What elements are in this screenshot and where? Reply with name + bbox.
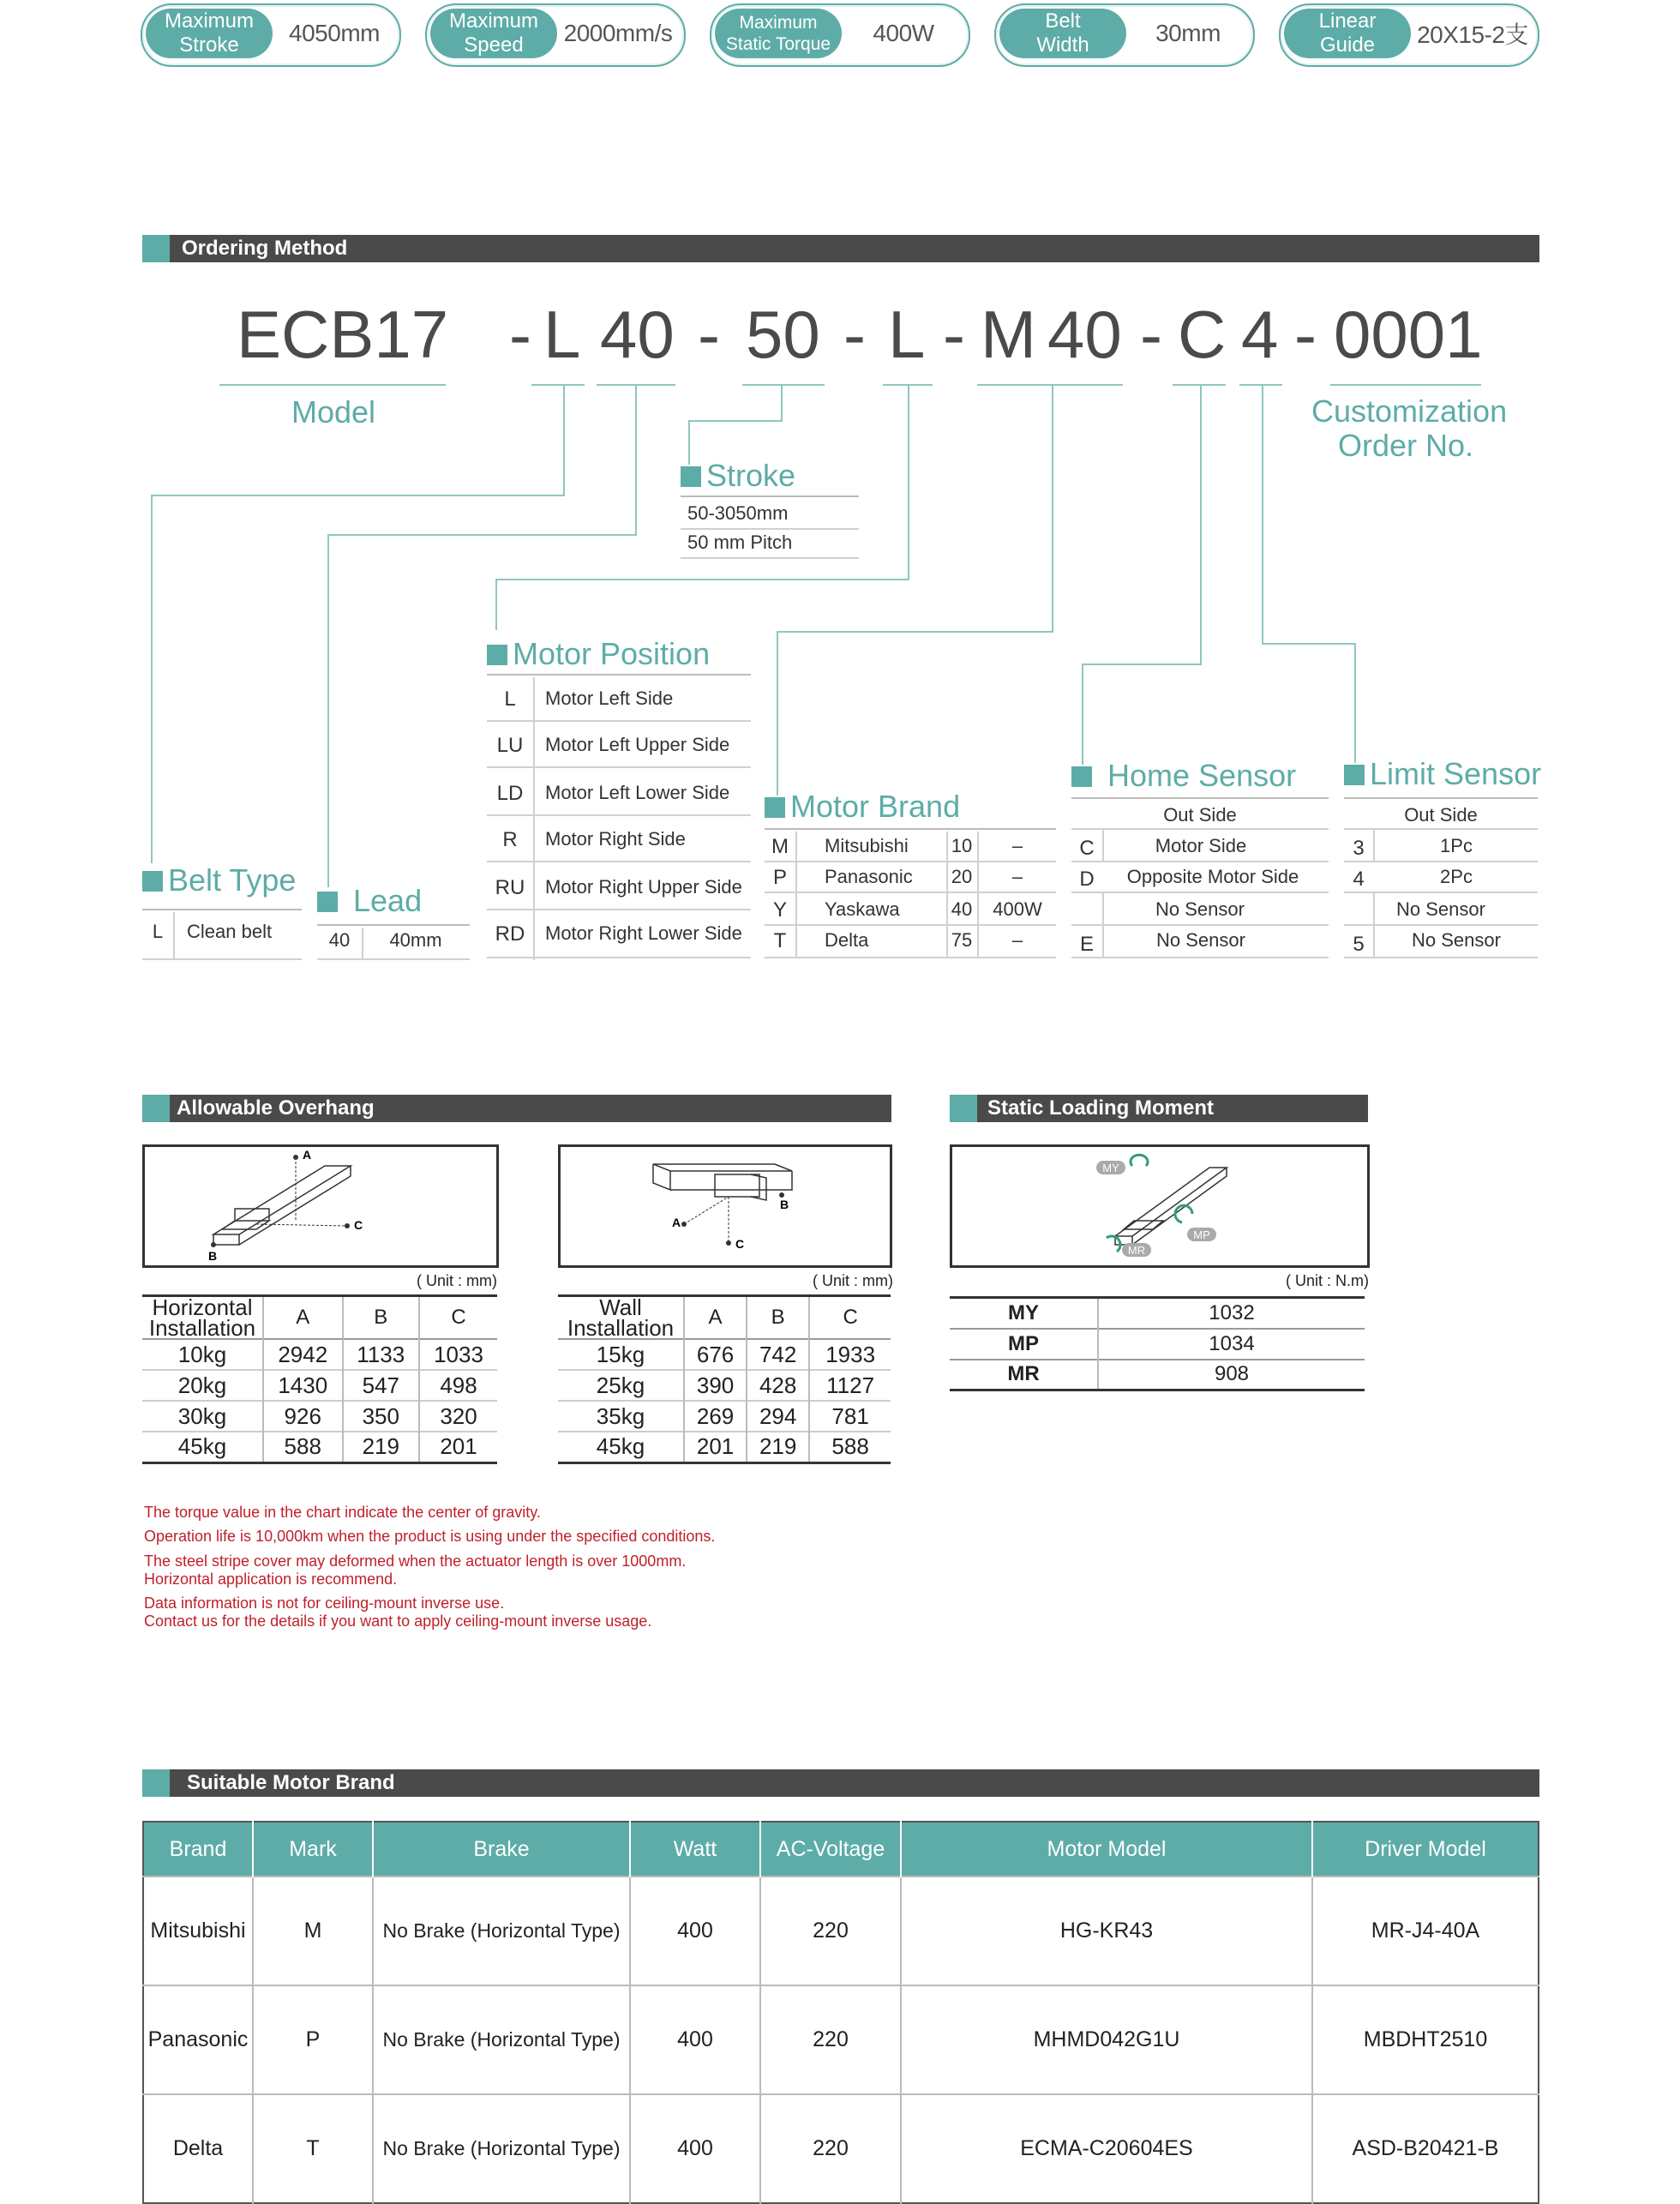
table-row: MR 908 [950, 1360, 1365, 1390]
motor-position-code: RD [495, 922, 525, 946]
overhang-unit-right: ( Unit : mm) [813, 1272, 893, 1289]
table-header: Horizontal Installation [142, 1296, 263, 1340]
spec-label: Maximum Speed [430, 9, 557, 58]
home-sensor-desc: No Sensor [1156, 929, 1245, 951]
actuator-wall-drawing [561, 1147, 890, 1265]
limit-sensor-title: Limit Sensor [1344, 756, 1541, 792]
motor-brand-table [142, 1821, 1539, 2204]
actuator-moment-drawing [952, 1147, 1367, 1265]
motor-brand-watt: – [1011, 866, 1023, 887]
motor-position-code: LD [496, 782, 524, 805]
motor-position-desc: Motor Left Side [545, 688, 674, 709]
label-c: C [735, 1237, 745, 1251]
section-title: Suitable Motor Brand [187, 1771, 395, 1794]
spec-label: Maximum Static Torque [715, 9, 842, 58]
motor-brand-watt: – [1011, 835, 1023, 856]
static-moment-unit: ( Unit : N.m) [1286, 1272, 1369, 1289]
limit-sensor-code: 5 [1353, 933, 1365, 956]
label-a: A [672, 1216, 681, 1229]
column-header: Mark [253, 1822, 373, 1877]
table-header: A [263, 1296, 343, 1340]
table-row: 45kg 201 219 588 [558, 1432, 891, 1462]
table-header: B [747, 1296, 809, 1340]
motor-brand-code: Y [772, 898, 787, 922]
motor-position-desc: Motor Left Lower Side [545, 782, 730, 803]
table-row: MP 1034 [950, 1329, 1365, 1360]
stroke-range: 50-3050mm [687, 502, 789, 524]
limit-sensor-desc: 2Pc [1440, 866, 1473, 887]
note-2: Operation life is 10,000km when the product is using under the specified conditions. [144, 1528, 716, 1545]
code-dash: - [509, 297, 531, 372]
spec-linear-guide [1279, 3, 1539, 67]
spec-value: 4050mm [289, 20, 380, 46]
static-moment-table [950, 1296, 1365, 1391]
note-5: Data information is not for ceiling-mount inverse use. [144, 1594, 505, 1612]
code-stroke: 50 [746, 297, 820, 372]
model-label: Model [291, 394, 376, 429]
motor-brand-code: P [772, 866, 787, 889]
limit-sensor-code: 3 [1353, 837, 1365, 860]
spec-value: 30mm [1155, 20, 1221, 46]
spec-static-torque [710, 3, 970, 67]
motor-brand-name: Delta [825, 929, 869, 951]
rotation-arrow-icon [1107, 1236, 1120, 1252]
spec-value: 2000mm/s [563, 20, 673, 46]
spec-label: Belt Width [999, 9, 1126, 58]
column-header: Watt [630, 1822, 760, 1877]
motor-brand-watt: 400W [993, 898, 1042, 920]
note-3: The steel stripe cover may deformed when the actuator length is over 1000mm. [144, 1552, 687, 1570]
label-b: B [208, 1249, 218, 1263]
label-c: C [354, 1218, 363, 1232]
table-row: 10kg 2942 1133 1033 [142, 1339, 497, 1370]
home-sensor-code: C [1079, 837, 1095, 860]
ordering-method-header [142, 235, 1539, 262]
label-mp: MP [1193, 1228, 1210, 1241]
wall-overhang-diagram [558, 1144, 892, 1268]
motor-brand-num: 40 [951, 898, 973, 920]
code-home-sensor: C [1178, 297, 1227, 372]
rotation-arrow-icon [1131, 1155, 1148, 1166]
table-row: 15kg 676 742 1933 [558, 1339, 891, 1370]
table-header: B [343, 1296, 420, 1340]
column-header: Motor Model [901, 1822, 1312, 1877]
actuator-horizontal-drawing [145, 1147, 496, 1265]
table-header: C [451, 1306, 466, 1329]
spec-max-stroke [141, 3, 401, 67]
motor-brand-num: 75 [951, 929, 973, 951]
spec-value: 20X15-2支 [1417, 21, 1528, 48]
motor-brand-code: M [771, 835, 789, 858]
label-b: B [780, 1198, 789, 1211]
allowable-overhang-header [142, 1095, 891, 1122]
motor-position-title: Motor Position [487, 636, 710, 672]
custom-order-label: Customization Order No. [1311, 393, 1508, 463]
table-row: 45kg 588 219 201 [142, 1432, 497, 1462]
table-row: 35kg 269 294 781 [558, 1401, 891, 1432]
lead-title: Lead [317, 883, 422, 919]
table-row: 30kg 926 350 320 [142, 1401, 497, 1432]
motor-position-desc: Motor Left Upper Side [545, 734, 730, 755]
code-custom: 0001 [1334, 297, 1483, 372]
motor-brand-num: 10 [951, 835, 973, 856]
note-4: Horizontal application is recommend. [144, 1570, 398, 1588]
static-moment-diagram [950, 1144, 1370, 1268]
home-sensor-code: D [1079, 868, 1095, 891]
motor-position-desc: Motor Right Lower Side [545, 922, 742, 944]
wall-overhang-table [558, 1294, 891, 1464]
home-sensor-title: Home Sensor [1071, 758, 1296, 794]
code-dash: - [843, 297, 866, 372]
home-sensor-desc: Motor Side [1155, 835, 1247, 856]
note-1: The torque value in the chart indicate the center of gravity. [144, 1504, 541, 1521]
code-model: ECB17 [237, 297, 449, 372]
code-lead: 40 [600, 297, 675, 372]
limit-sensor-header: Out Side [1404, 804, 1478, 826]
note-6: Contact us for the details if you want to apply ceiling-mount inverse usage. [144, 1612, 652, 1630]
static-moment-header [950, 1095, 1368, 1122]
table-header: A [684, 1296, 747, 1340]
motor-brand-name: Panasonic [825, 866, 913, 887]
label-mr: MR [1127, 1244, 1146, 1257]
motor-brand-code: T [773, 929, 787, 952]
motor-brand-name: Mitsubishi [825, 835, 909, 856]
section-title: Ordering Method [182, 237, 348, 260]
lead-desc: 40mm [389, 929, 442, 951]
section-title: Allowable Overhang [177, 1096, 375, 1120]
home-sensor-desc: No Sensor [1155, 898, 1245, 920]
column-header: Brand [143, 1822, 253, 1877]
spec-belt-width [994, 3, 1255, 67]
table-row: Mitsubishi M No Brake (Horizontal Type) 400 220 HG-KR43 MR-J4-40A [143, 1877, 1539, 1985]
belt-type-desc: Clean belt [187, 921, 273, 942]
limit-sensor-code: 4 [1353, 868, 1365, 891]
motor-position-code: RU [495, 876, 525, 899]
spec-label: Maximum Stroke [146, 9, 273, 58]
code-dash: - [943, 297, 965, 372]
code-dash: - [1140, 297, 1162, 372]
home-sensor-header: Out Side [1163, 804, 1237, 826]
column-header: Brake [373, 1822, 630, 1877]
table-header: C [843, 1306, 858, 1329]
motor-position-code: LU [496, 734, 524, 757]
table-header: Wall Installation [558, 1296, 684, 1340]
motor-brand-title: Motor Brand [765, 789, 960, 825]
suitable-motor-brand-header [142, 1769, 1539, 1797]
motor-position-code: L [504, 688, 516, 711]
code-limit-sensor: 4 [1241, 297, 1279, 372]
home-sensor-desc: Opposite Motor Side [1126, 866, 1299, 887]
belt-type-code: L [152, 921, 164, 942]
belt-type-title: Belt Type [142, 862, 296, 898]
motor-brand-num: 20 [951, 866, 973, 887]
home-sensor-code: E [1079, 933, 1094, 956]
table-row: 20kg 1430 547 498 [142, 1370, 497, 1401]
motor-brand-watt: – [1011, 929, 1023, 951]
lead-code: 40 [328, 929, 351, 951]
table-row: Delta T No Brake (Horizontal Type) 400 220 ECMA-C20604ES ASD-B20421-B [143, 2094, 1539, 2203]
code-motor-position: L [888, 297, 926, 372]
limit-sensor-desc: 1Pc [1440, 835, 1473, 856]
motor-position-desc: Motor Right Upper Side [545, 876, 742, 898]
horizontal-overhang-diagram [142, 1144, 499, 1268]
code-watt: 40 [1047, 297, 1122, 372]
overhang-unit-left: ( Unit : mm) [417, 1272, 497, 1289]
spec-value: 400W [873, 20, 934, 46]
column-header: AC-Voltage [760, 1822, 901, 1877]
spec-max-speed [425, 3, 686, 67]
label-a: A [303, 1148, 312, 1162]
stroke-pitch: 50 mm Pitch [687, 531, 793, 553]
table-row: 25kg 390 428 1127 [558, 1370, 891, 1401]
limit-sensor-desc: No Sensor [1396, 898, 1485, 920]
code-belt-type: L [543, 297, 581, 372]
limit-sensor-desc: No Sensor [1412, 929, 1501, 951]
motor-position-desc: Motor Right Side [545, 828, 686, 850]
code-dash: - [698, 297, 720, 372]
horizontal-overhang-table [142, 1294, 497, 1464]
column-header: Driver Model [1312, 1822, 1539, 1877]
stroke-title: Stroke [681, 458, 795, 494]
section-title: Static Loading Moment [987, 1096, 1214, 1120]
motor-position-code: R [502, 828, 518, 851]
label-my: MY [1102, 1162, 1119, 1174]
table-row: MY 1032 [950, 1298, 1365, 1329]
code-dash: - [1294, 297, 1317, 372]
motor-brand-name: Yaskawa [825, 898, 900, 920]
table-row: Panasonic P No Brake (Horizontal Type) 400 220 MHMD042G1U MBDHT2510 [143, 1985, 1539, 2094]
code-motor-brand: M [981, 297, 1036, 372]
spec-label: Linear Guide [1284, 9, 1411, 58]
